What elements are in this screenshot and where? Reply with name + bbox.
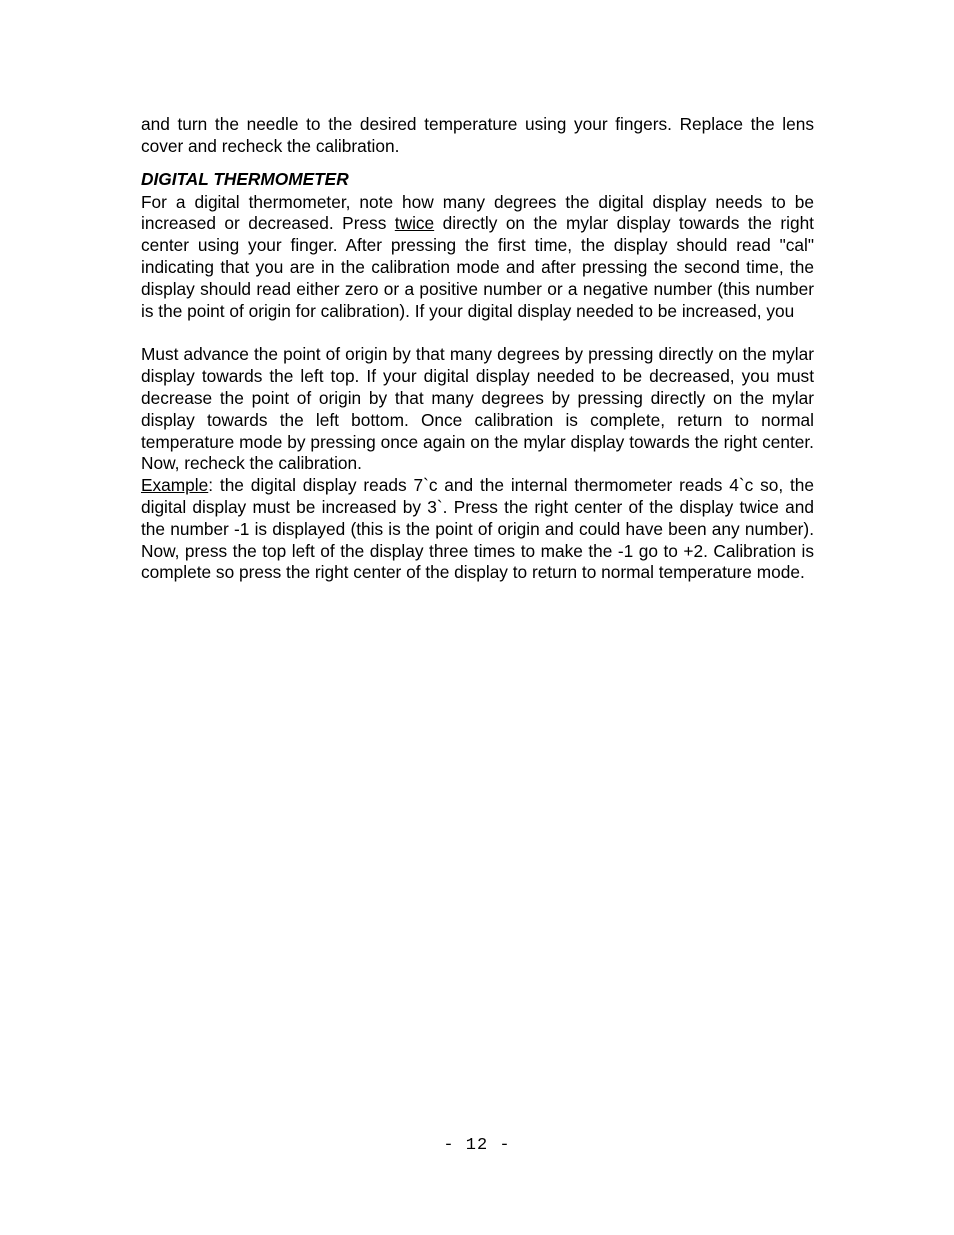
section-heading-digital-thermometer: DIGITAL THERMOMETER — [141, 168, 349, 189]
example-paragraph — [141, 475, 814, 584]
example-label: Example — [141, 475, 209, 496]
intro-paragraph: and turn the needle to the desired temperature using your fingers. Replace the lens cover and recheck the calibration. — [141, 114, 814, 156]
page-body — [141, 114, 814, 584]
digital-paragraph-1 — [141, 192, 814, 323]
underlined-word-twice: twice — [394, 213, 435, 234]
digital-paragraph-1-end: directly on the mylar display towards the right center using your finger. After pressing the first time, the display should read "cal" indicating that you are in the calibration mode and after pressing the second time, the display should read either zero or a positive number or a negative number (this number is the point of origin for calibration). If your digital display needed to be increased, you — [141, 213, 814, 321]
example-text: : the digital display reads 7`c and the internal thermometer reads 4`c so, the digital display must be increased by 3`. Press the right center of the display twice and the number -1 is displayed (this is the point of origin and could have been any number). Now, press the top left of the display three times to make the -1 go to +2. Calibration is complete so press the right center of the display to return to normal temperature mode. — [141, 475, 814, 583]
digital-paragraph-1-start: For a digital thermometer, note how many degrees the digital display needs to be increased or decreased. Press — [141, 191, 814, 234]
digital-paragraph-2: Must advance the point of origin by that many degrees by pressing directly on the mylar display towards the left top. If your digital display needed to be decreased, you must decrease the point of origin by that many degrees by pressing directly on the mylar display towards the left bottom. Once calibration is complete, return to normal temperature mode by pressing once again on the mylar display towards the right center. Now, recheck the calibration. — [141, 344, 814, 474]
page-number: - 12 - — [443, 1136, 511, 1155]
